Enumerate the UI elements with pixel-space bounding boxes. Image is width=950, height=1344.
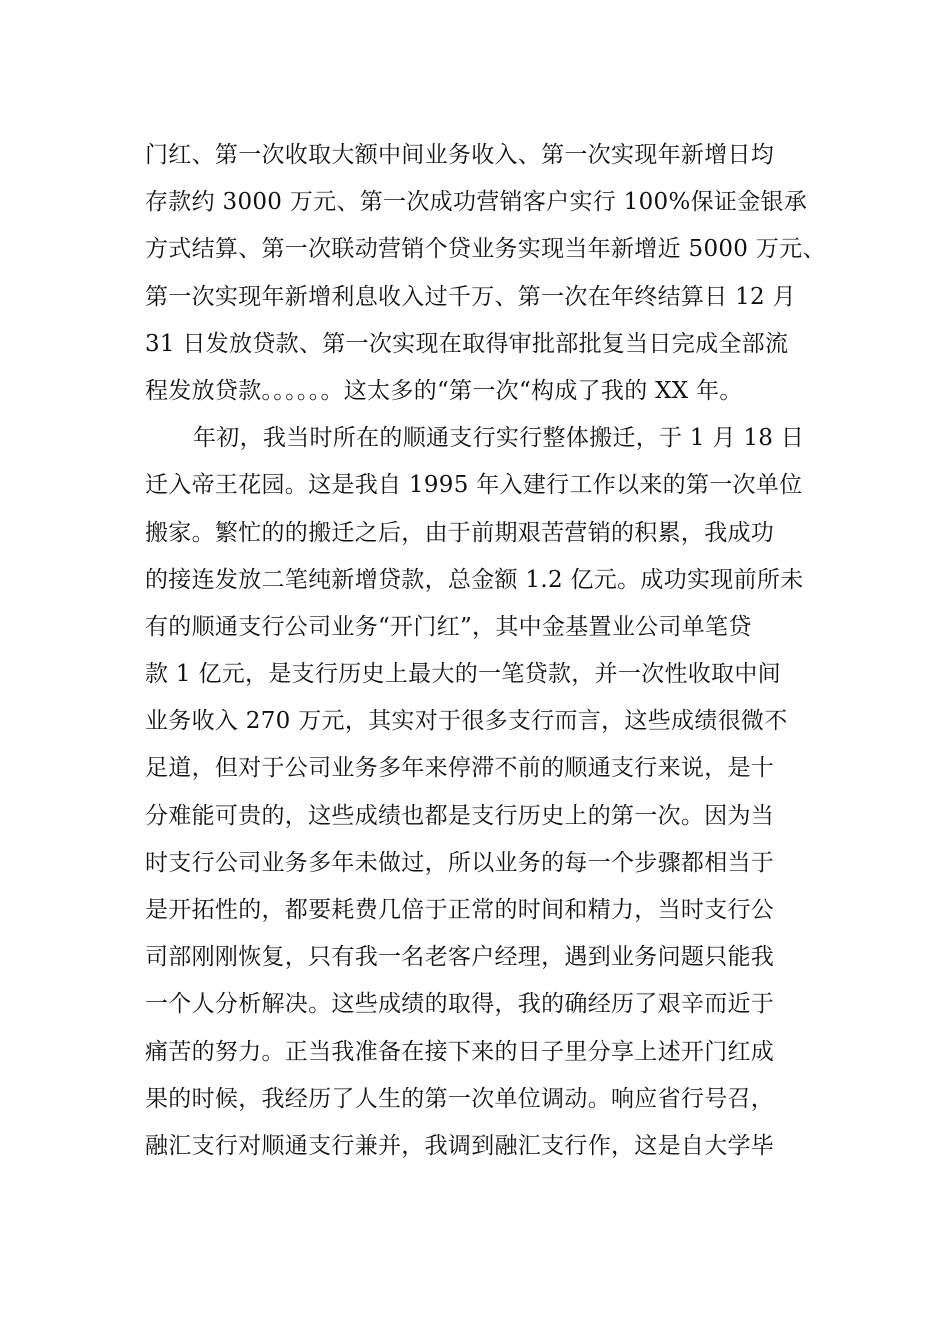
text-line: 一个人分析解决。这些成绩的取得，我的确经历了艰辛而近于 bbox=[145, 991, 775, 1018]
text-line: 第一次实现年新增利息收入过千万、第一次在年终结算日 12 月 bbox=[145, 283, 796, 310]
text-line: 有的顺通支行公司业务“开门红”，其中金基置业公司单笔贷 bbox=[145, 613, 752, 640]
text-line: 方式结算、第一次联动营销个贷业务实现当年新增近 5000 万元、 bbox=[145, 236, 826, 263]
text-line: 时支行公司业务多年未做过，所以业务的每一个步骤都相当于 bbox=[145, 849, 775, 876]
paragraph-first-line: 年初，我当时所在的顺通支行实行整体搬迁，于 1 月 18 日 bbox=[193, 425, 805, 452]
text-line: 门红、第一次收取大额中间业务收入、第一次实现年新增日均 bbox=[145, 142, 775, 168]
text-line: 分难能可贵的，这些成绩也都是支行历史上的第一次。因为当 bbox=[145, 802, 775, 829]
text-line: 存款约 3000 万元、第一次成功营销客户实行 100%保证金银承 bbox=[145, 189, 808, 216]
text-line: 搬家。繁忙的的搬迁之后，由于前期艰苦营销的积累，我成功 bbox=[145, 519, 775, 546]
text-line: 果的时候，我经历了人生的第一次单位调动。响应省行号召， bbox=[145, 1085, 775, 1112]
text-line: 业务收入 270 万元，其实对于很多支行而言，这些成绩很微不 bbox=[145, 708, 788, 735]
text-line: 融汇支行对顺通支行兼并，我调到融汇支行作，这是自大学毕 bbox=[145, 1132, 775, 1159]
text-line: 司部刚刚恢复，只有我一名老客户经理，遇到业务问题只能我 bbox=[145, 944, 775, 971]
text-line: 痛苦的努力。正当我准备在接下来的日子里分享上述开门红成 bbox=[145, 1038, 775, 1065]
text-line: 31 日发放贷款、第一次实现在取得审批部批复当日完成全部流 bbox=[145, 330, 789, 357]
body-text bbox=[145, 132, 845, 1170]
text-line: 的接连发放二笔纯新增贷款，总金额 1.2 亿元。成功实现前所未 bbox=[145, 566, 804, 593]
text-line: 款 1 亿元，是支行历史上最大的一笔贷款，并一次性收取中间 bbox=[145, 661, 781, 688]
text-line: 迁入帝王花园。这是我自 1995 年入建行工作以来的第一次单位 bbox=[145, 472, 803, 499]
text-line: 是开拓性的，都要耗费几倍于正常的时间和精力，当时支行公 bbox=[145, 897, 775, 923]
text-line: 程发放贷款。。。。。。这太多的“第一次“构成了我的 XX 年。 bbox=[145, 377, 743, 404]
text-line: 足道，但对于公司业务多年来停滞不前的顺通支行来说，是十 bbox=[145, 755, 775, 782]
